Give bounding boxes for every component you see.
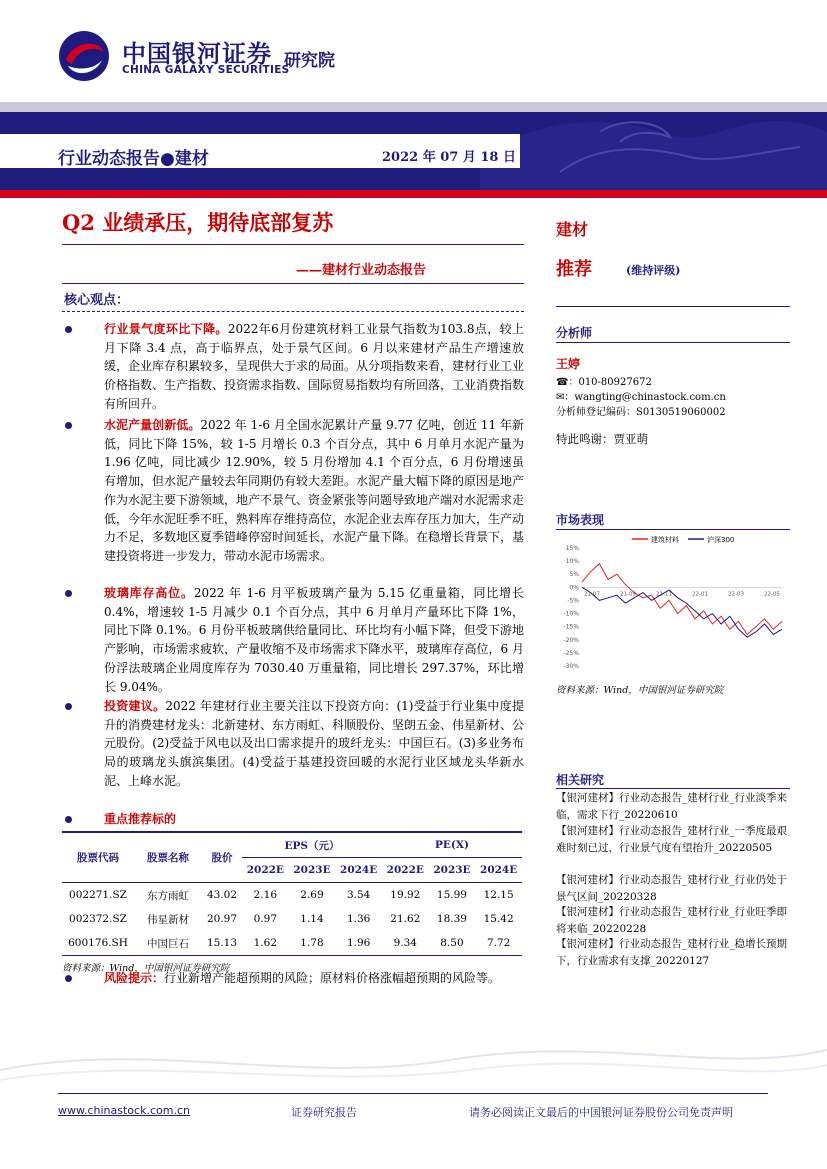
- x-tick-label: 22-03: [728, 591, 744, 598]
- bullet-dot-icon: [65, 703, 72, 710]
- y-tick-label: -30%: [563, 663, 579, 670]
- risk-text: 行业新增产能超预期的风险；原材料价格涨幅超预期的风险等。: [164, 971, 501, 985]
- company-name-en: CHINA GALAXY SECURITIES: [122, 64, 290, 76]
- table-cell: 2.16: [253, 889, 278, 901]
- x-tick-label: 22-01: [692, 591, 708, 598]
- risk-heading: 风险提示：: [104, 971, 165, 985]
- table-cell: 12.15: [483, 889, 514, 901]
- table-cell: 002372.SZ: [69, 913, 127, 925]
- table-header-row: [62, 833, 522, 858]
- column-header: 股票名称: [147, 852, 189, 864]
- footer-doc-type: 证券研究报告: [291, 1106, 357, 1119]
- y-tick-label: 15%: [565, 545, 579, 552]
- y-tick-label: -5%: [567, 597, 579, 605]
- thanks-label: 特此鸣谢：贾亚萌: [556, 432, 648, 446]
- bullet-heading: 水泥产量创新低。: [104, 418, 201, 432]
- y-tick-label: 5%: [569, 571, 579, 579]
- table-source: 资料来源：Wind，中国银河证券研究院: [62, 963, 230, 974]
- table-bottom-rule: [62, 955, 522, 956]
- table-cell: 东方雨虹: [147, 889, 189, 902]
- column-header: 2024E: [340, 864, 378, 876]
- column-header: 2023E: [433, 864, 471, 876]
- table-cell: 1.14: [300, 913, 324, 925]
- institute-label: 研究院: [284, 51, 335, 71]
- market-divider: [556, 529, 790, 530]
- legend-label: 建筑材料: [651, 536, 679, 544]
- core-view-label: 核心观点：: [64, 293, 130, 308]
- table-cell: 1.62: [253, 937, 278, 949]
- eps-group-header: EPS（元）: [242, 833, 382, 858]
- analyst-label: 分析师: [556, 326, 593, 340]
- y-tick-label: -15%: [563, 623, 579, 631]
- bullet-paragraph: [104, 320, 524, 414]
- related-item[interactable]: 【银河建材】行业动态报告_建材行业_行业仍处于景气区间_20220328: [556, 874, 787, 903]
- company-name-cn: 中国银河证券: [122, 40, 272, 68]
- column-header: 股价: [211, 852, 233, 864]
- legend-label: 沪深300: [707, 536, 735, 544]
- related-label: 相关研究: [556, 773, 605, 787]
- table-cell: 20.97: [206, 913, 238, 925]
- bullet-text: 2022年6月份建筑材料工业景气指数为103.8点，较上月下降 3.4 点，高于临界点，处于景气区间。6 月以来建材产品生产增速放缓，企业库存积累较多，呈现供大于求的局面。从分项指数来看，建材行业工业价格指数、生产指数、投资需求指数、国际贸易指数均有所回落，工业消费指数有所回升。: [104, 322, 525, 411]
- related-divider: [556, 788, 790, 789]
- sidebar-divider: [556, 306, 790, 307]
- table-cell: 1.36: [346, 913, 371, 925]
- subtitle-divider: [62, 283, 524, 284]
- table-cell: 43.02: [206, 889, 238, 901]
- analyst-registration: 分析师登记编码：S0130519060002: [556, 407, 726, 418]
- chart-y-axis: [563, 545, 782, 670]
- report-type: 行业动态报告●建材: [58, 149, 209, 169]
- sector-label: 建材: [556, 220, 589, 239]
- related-item[interactable]: 【银河建材】行业动态报告_建材行业_一季度最艰难时刻已过，行业景气度有望抬升_20220505: [556, 825, 787, 854]
- table-cell: 2.69: [300, 889, 324, 901]
- risk-paragraph: [104, 969, 524, 988]
- bullet-dot-icon: [65, 422, 72, 429]
- market-label: 市场表现: [556, 513, 605, 527]
- pe-group-header: PE(X): [382, 833, 522, 858]
- stock-table: [62, 831, 522, 974]
- galaxy-logo-icon: [58, 30, 110, 82]
- x-tick-label: 22-05: [764, 591, 780, 598]
- website-link[interactable]: www.chinastock.com.cn: [58, 1104, 190, 1117]
- footer-wave-icon: [0, 1030, 827, 1090]
- bullet-text: 2022 年 1-6 月平板玻璃产量为 5.15 亿重量箱，同比增长 0.4%，增速较 1-5 月减少 0.1 个百分点，其中 6 月单月产量环比下降 1%，同比下降 0.1%。6 月份平板玻璃供给量同比、环比均有小幅下降，但受下游地产影响，市场需求疲软，产量收缩不及市场需求下降水平，玻璃库存高位，6 月份浮法玻璃企业周度库存为 7030.40 万重量箱，同比增长 297.37%，环比增长 9.04%。: [104, 586, 524, 694]
- table-cell: 18.39: [436, 913, 467, 925]
- bullet-paragraph: [104, 697, 524, 791]
- footer-divider: [58, 1093, 768, 1094]
- rating-label: 推荐: [556, 259, 592, 280]
- page-subtitle: ——建材行业动态报告: [296, 263, 427, 278]
- core-view-divider: [62, 311, 524, 312]
- banner-red-strip: [0, 190, 827, 198]
- table-cell: 7.72: [486, 937, 511, 949]
- table-cell: 中国巨石: [147, 937, 189, 950]
- chart-legend: [632, 535, 734, 544]
- y-tick-label: -10%: [563, 610, 579, 618]
- page-title: Q2 业绩承压，期待底部复苏: [62, 210, 334, 235]
- bullet-paragraph: [104, 416, 524, 566]
- column-header: 2024E: [480, 864, 518, 876]
- table-cell: 3.54: [346, 889, 371, 901]
- chart-series: [582, 564, 782, 638]
- table-row: [62, 907, 522, 931]
- bullet-dot-icon: [65, 326, 72, 333]
- title-divider: [62, 244, 524, 245]
- table-cell: 002271.SZ: [69, 889, 127, 901]
- y-tick-label: -20%: [563, 636, 579, 644]
- footer-disclaimer: 请务必阅读正文最后的中国银河证券股份公司免责声明: [469, 1106, 733, 1119]
- table-cell: 1.78: [300, 937, 324, 949]
- table-cell: 15.13: [206, 937, 238, 949]
- bullet-dot-icon: [65, 975, 72, 982]
- table-heading: 重点推荐标的: [104, 812, 177, 826]
- table-cell: 0.97: [253, 913, 278, 925]
- market-chart: [556, 532, 790, 674]
- table-cell: 19.92: [390, 889, 421, 901]
- related-item[interactable]: 【银河建材】行业动态报告_建材行业_稳增长预期下，行业需求有支撑_20220127: [556, 938, 787, 967]
- y-tick-label: -25%: [563, 649, 579, 657]
- table-cell: 600176.SH: [68, 937, 128, 949]
- column-header: 股票代码: [77, 852, 119, 864]
- x-tick-label: 21-09: [620, 591, 636, 598]
- bullet-text: 2022 年 1-6 月全国水泥累计产量 9.77 亿吨，创近 11 年新低，同比下降 15%，较 1-5 月增长 0.3 个百分点，其中 6 月单月水泥产量为 1.96 亿吨，同比减少 12.90%，较 5 月份增加 4.1 个百分点，6 月份增速虽有增加，但水泥产量较去年同期仍有较大差距。水泥产量大幅下降的原因是地产作为水泥主要下游领域，地产不景气、资金紧张等问题导致地产端对水泥需求走低，今年水泥旺季不旺，熟料库存维持高位，水泥企业去库存压力加大，生产动力不足，多数地区夏季错峰停窑时间延长，水泥产量下降。在稳增长背景下，基建投资将进一步发力，带动水泥市场需求。: [104, 418, 525, 563]
- table-row: [62, 883, 522, 908]
- market-source: 资料来源：Wind，中国银河证券研究院: [556, 685, 724, 696]
- analyst-divider: [556, 342, 790, 343]
- bullet-heading: 玻璃库存高位。: [104, 586, 194, 600]
- table-cell: 15.99: [436, 889, 467, 901]
- series-line: [582, 564, 782, 635]
- bullet-heading: 行业景气度环比下降。: [104, 322, 228, 336]
- related-item[interactable]: 【银河建材】行业动态报告_建材行业_行业旺季即将来临_20220228: [556, 906, 787, 935]
- recommendation-table: [62, 833, 522, 955]
- analyst-email[interactable]: ✉：wangting@chinastock.com.cn: [556, 392, 726, 403]
- report-date: 2022 年 07 月 18 日: [382, 150, 516, 165]
- bullet-paragraph: [104, 584, 524, 696]
- bullet-text: 2022 年建材行业主要关注以下投资方向：(1)受益于行业集中度提升的消费建材龙头：北新建材、东方雨虹、科顺股份、坚朗五金、伟星新材、公元股份。(2)受益于风电以及出口需求提升的玻纤龙头：中国巨石。(3)多业务布局的玻璃龙头旗滨集团。(4)受益于基建投资回暖的水泥行业区域龙头华新水泥、上峰水泥。: [104, 699, 525, 788]
- bullet-heading: 投资建议。: [104, 699, 166, 713]
- table-cell: 8.50: [440, 937, 464, 949]
- bullet-dot-icon: [65, 816, 72, 823]
- table-cell: 15.42: [483, 913, 514, 925]
- table-cell: 伟星新材: [147, 913, 189, 926]
- table-cell: 21.62: [390, 913, 421, 925]
- banner-top-strip: [0, 102, 827, 112]
- rating-note: (维持评级): [626, 264, 681, 277]
- related-item[interactable]: 【银河建材】行业动态报告_建材行业_行业淡季来临，需求下行_20220610: [556, 792, 787, 821]
- analyst-phone: ☎：010-80927672: [556, 377, 652, 388]
- table-row: [62, 931, 522, 955]
- bullet-dot-icon: [65, 590, 72, 597]
- analyst-name: 王婷: [556, 357, 581, 371]
- column-header: 2022E: [246, 864, 284, 876]
- column-header: 2022E: [386, 864, 424, 876]
- y-tick-label: 0%: [569, 584, 579, 592]
- column-header: 2023E: [293, 864, 331, 876]
- table-cell: 9.34: [393, 937, 417, 949]
- x-tick-label: 21-07: [584, 591, 600, 598]
- x-tick-label: 21-11: [656, 591, 672, 598]
- y-tick-label: 10%: [565, 558, 579, 566]
- table-cell: 1.96: [346, 937, 371, 949]
